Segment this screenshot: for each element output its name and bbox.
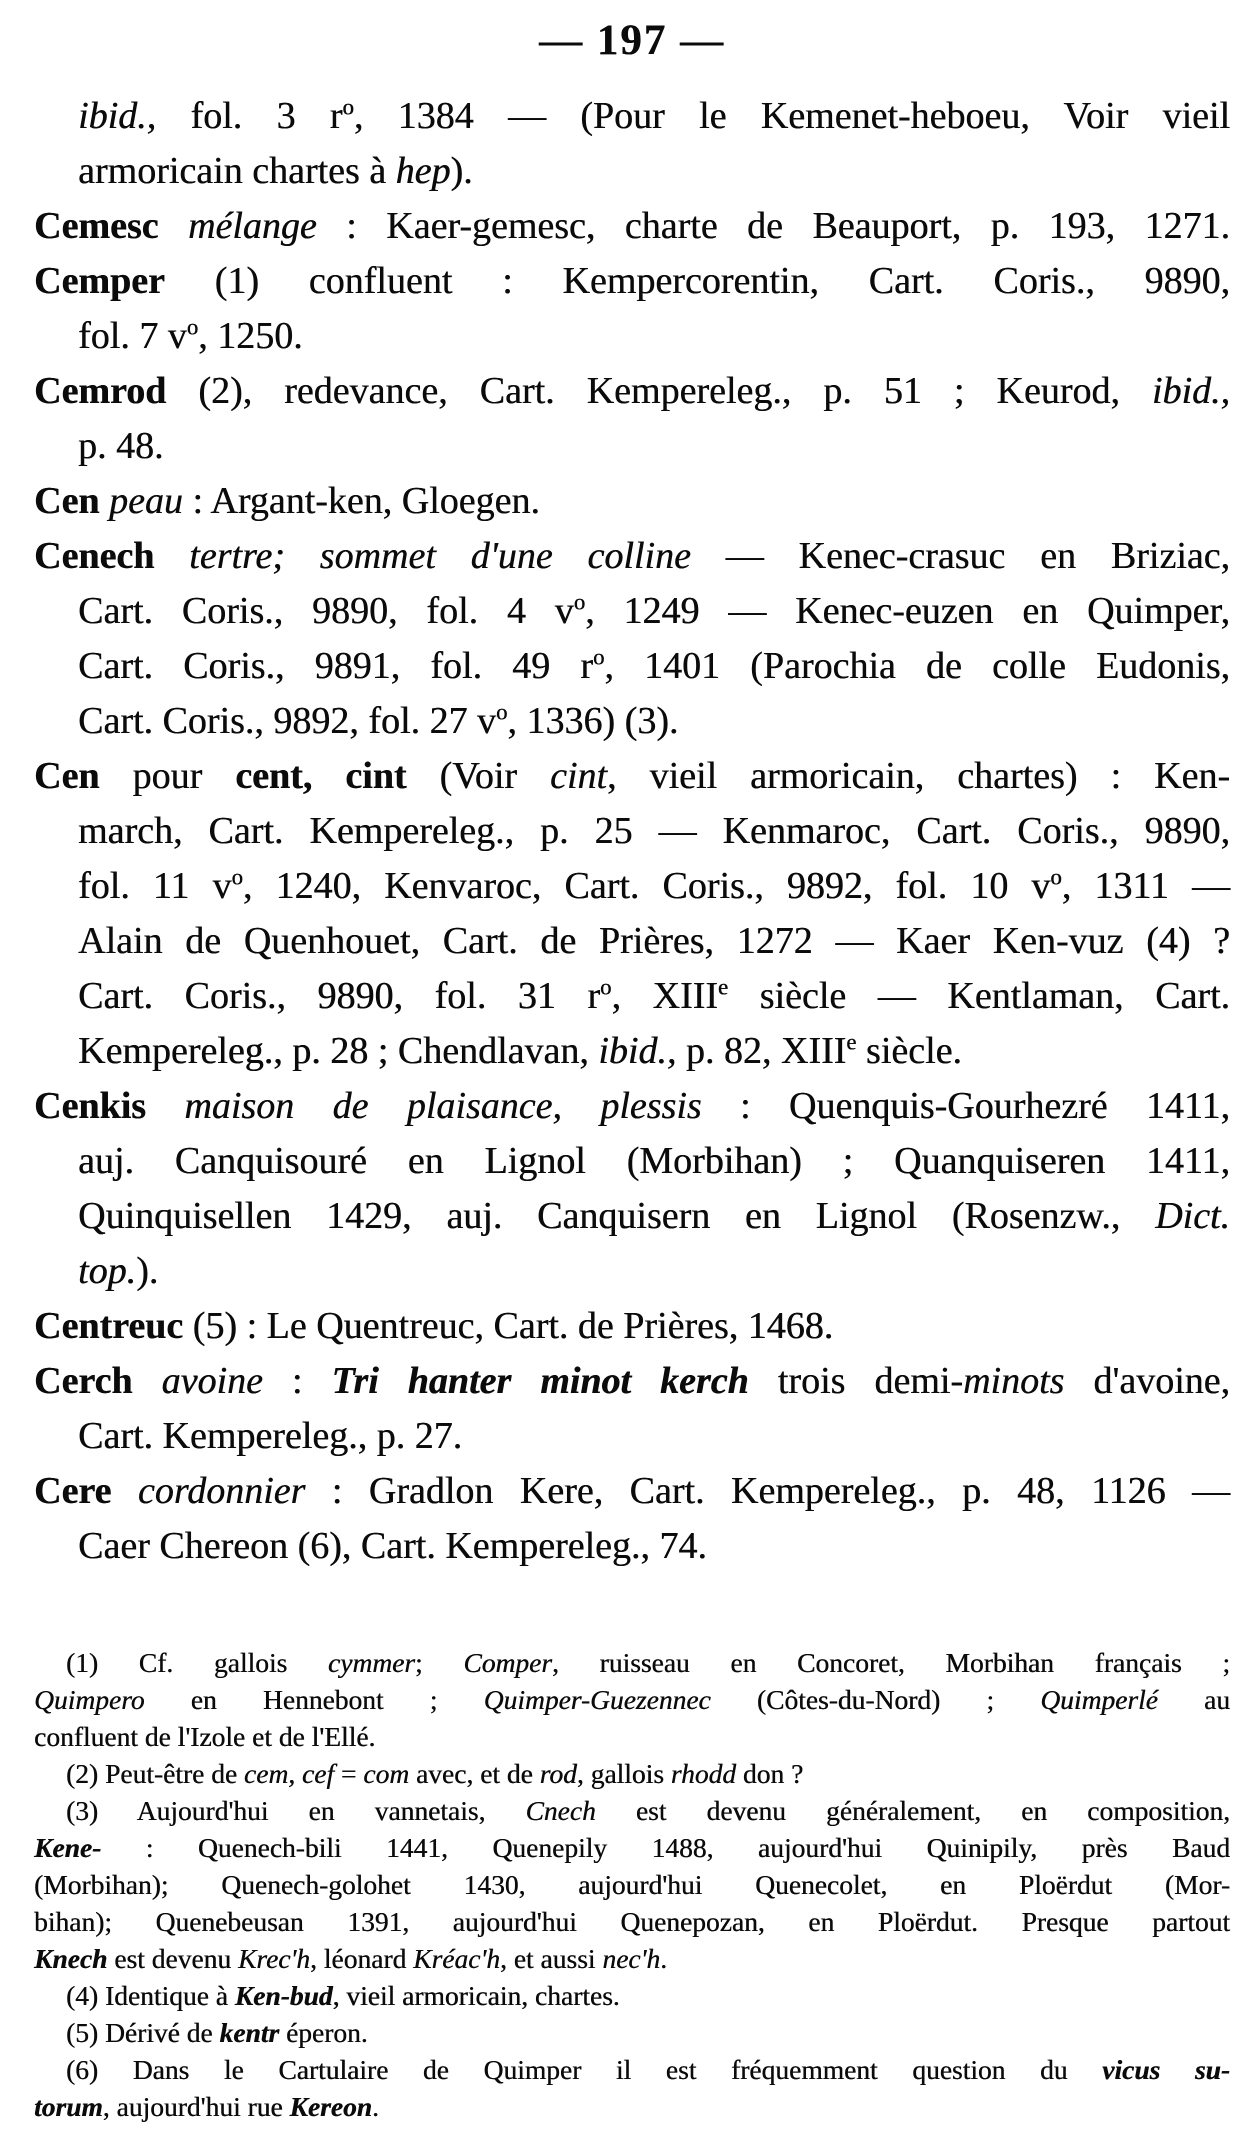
text-segment: rhodd (670, 1758, 736, 1789)
superscript-text: o (592, 644, 605, 670)
text-segment: ). (450, 150, 473, 192)
text-segment: torum (34, 2091, 103, 2122)
text-segment: Cemper (34, 260, 165, 302)
text-segment: (2), redevance, Cart. Kempereleg., p. 51 ; Keurod, (166, 370, 1152, 412)
entry-text-line (34, 749, 1230, 804)
text-segment: : Kaer-gemesc, charte de Beauport, p. 193, 1271. (316, 205, 1230, 247)
text-segment: , vieil armoricain, chartes) : Ken- (606, 755, 1231, 797)
text-segment: : Quenech-bili 1441, Quenepily 1488, aujourd'hui Quinipily, près Baud (101, 1832, 1230, 1863)
superscript-text: o (495, 699, 508, 725)
text-segment: : Argant-ken, Gloegen. (182, 480, 540, 522)
text-segment: (3) Aujourd'hui en vannetais, (66, 1795, 526, 1826)
text-segment: est devenu généralement, en composition, (595, 1795, 1231, 1826)
footnote-text-line (34, 1792, 1230, 1829)
text-segment: en Hennebont ; (144, 1684, 484, 1715)
entry-text-line (34, 1134, 1230, 1189)
text-segment: minots (962, 1360, 1065, 1402)
text-segment: Quimpero (34, 1684, 145, 1715)
superscript-text: o (600, 974, 612, 1000)
entry-text-line (34, 199, 1230, 254)
text-segment: (5) Dérivé de (66, 2017, 220, 2048)
text-segment: mélange (187, 205, 317, 247)
text-segment: éperon. (279, 2017, 368, 2048)
entry-text-line (34, 419, 1230, 474)
entry-text-line (34, 1409, 1230, 1464)
footnote-text-line (34, 1977, 1230, 2014)
text-segment: — Kenec-crasuc en Briziac, (690, 535, 1230, 577)
text-segment: (6) Dans le Cartulaire de Quimper il est fréquemment question du (66, 2054, 1103, 2085)
entry-text-line (34, 584, 1230, 639)
text-segment: Ken-bud (234, 1980, 333, 2011)
text-segment (146, 1085, 184, 1127)
entry-text-line (34, 859, 1230, 914)
text-segment: au (1157, 1684, 1230, 1715)
text-segment: Cart. Coris., 9890, fol. 4 v (78, 590, 574, 632)
text-segment: Dict. (1155, 1195, 1230, 1237)
entry-text-line (34, 1244, 1230, 1299)
text-segment: Comper (463, 1647, 552, 1678)
footnotes-block (34, 1644, 1230, 2125)
text-segment: ibid., (1151, 370, 1230, 412)
text-segment: Quinquisellen 1429, auj. Canquisern en Lignol (Rosenzw., (78, 1195, 1156, 1237)
text-segment: Cerch (34, 1360, 133, 1402)
text-segment: cem, cef (243, 1758, 334, 1789)
superscript-text: e (846, 1029, 857, 1055)
entry-text-line (34, 914, 1230, 969)
text-segment (99, 480, 109, 522)
text-segment: cordonnier (137, 1470, 306, 1512)
text-segment: siècle. (856, 1030, 962, 1072)
footnote-text-line (34, 2088, 1230, 2125)
entry-text-line (34, 529, 1230, 584)
text-segment: , 1336) (3). (507, 700, 679, 742)
text-segment: (Côtes-du-Nord) ; (710, 1684, 1041, 1715)
text-segment: Cart. Coris., 9890, fol. 31 r (78, 975, 601, 1017)
text-segment: , 1384 — (Pour le Kemenet-heboeu, Voir vieil (353, 95, 1230, 137)
footnote-text-line (34, 1755, 1230, 1792)
text-segment: vicus su- (1102, 2054, 1230, 2085)
entry-text-line (34, 804, 1230, 859)
footnote-text-line (34, 1644, 1230, 1681)
text-segment: , léonard (310, 1943, 414, 1974)
text-segment: armoricain chartes à (78, 150, 396, 192)
text-segment: Knech (34, 1943, 108, 1974)
entry-text-line (34, 474, 1230, 529)
text-segment: hep (395, 150, 451, 192)
text-segment: don ? (736, 1758, 804, 1789)
text-segment: auj. Canquisouré en Lignol (Morbihan) ; Quanquiseren 1411, (78, 1140, 1230, 1182)
text-segment (312, 755, 345, 797)
text-segment: : (262, 1360, 332, 1402)
text-segment (133, 1360, 162, 1402)
text-segment: ibid., (78, 95, 157, 137)
text-segment: Cart. Coris., 9892, fol. 27 v (78, 700, 496, 742)
text-segment: avoine (161, 1360, 263, 1402)
footnote-text-line (34, 2051, 1230, 2088)
text-segment: kentr (219, 2017, 280, 2048)
text-segment: Cnech (525, 1795, 596, 1826)
footnote-text-line (34, 1903, 1230, 1940)
text-segment: cent, (235, 755, 313, 797)
text-segment: (1) Cf. gallois (66, 1647, 328, 1678)
entry-text-line (34, 694, 1230, 749)
text-segment: com (363, 1758, 410, 1789)
text-segment: Krec'h (237, 1943, 311, 1974)
text-segment: (1) confluent : Kempercorentin, Cart. Coris., 9890, (164, 260, 1230, 302)
entry-text-line (34, 1079, 1230, 1134)
text-segment: (Morbihan); Quenech-golohet 1430, aujourd'hui Quenecolet, en Ploërdut (Mor- (34, 1869, 1230, 1900)
text-segment: pour (99, 755, 236, 797)
text-segment: . (372, 2091, 379, 2122)
text-segment: bihan); Quenebeusan 1391, aujourd'hui Quenepozan, en Ploërdut. Presque partout (34, 1906, 1230, 1937)
text-segment: maison de plaisance, plessis (184, 1085, 702, 1127)
text-segment: siècle — Kentlaman, Cart. (728, 975, 1230, 1017)
text-segment: (2) Peut-être de (66, 1758, 244, 1789)
text-segment: (4) Identique à (66, 1980, 235, 2011)
text-segment (154, 535, 189, 577)
footnote-text-line (34, 1829, 1230, 1866)
text-segment: nec'h (602, 1943, 661, 1974)
footnote-text-line (34, 2014, 1230, 2051)
footnote-text-line (34, 1718, 1230, 1755)
text-segment: d'avoine, (1064, 1360, 1231, 1402)
text-segment: , XIII (611, 975, 718, 1017)
text-segment: , 1311 — (1061, 865, 1230, 907)
text-segment: fol. 7 v (78, 315, 187, 357)
text-segment: Quimperlé (1040, 1684, 1158, 1715)
text-segment: cint (345, 755, 407, 797)
text-segment: Cen (34, 755, 100, 797)
text-segment: Cemesc (34, 205, 159, 247)
entry-text-line (34, 254, 1230, 309)
entry-text-line (34, 364, 1230, 419)
text-segment: cint (549, 755, 607, 797)
text-segment: tertre; sommet d'une colline (189, 535, 691, 577)
text-segment: top. (78, 1250, 137, 1292)
text-segment: Cenkis (34, 1085, 146, 1127)
footnote-text-line (34, 1940, 1230, 1977)
text-segment: Caer Chereon (6), Cart. Kempereleg., 74. (78, 1525, 707, 1567)
text-segment: , 1401 (Parochia de colle Eudonis, (604, 645, 1231, 687)
text-segment: , 1240, Kenvaroc, Cart. Coris., 9892, fol. 10 v (242, 865, 1051, 907)
text-segment: rod (539, 1758, 577, 1789)
text-segment: trois demi- (748, 1360, 963, 1402)
text-segment: avec, et de (409, 1758, 540, 1789)
text-segment: (5) : Le Quentreuc, Cart. de Prières, 1468. (183, 1305, 834, 1347)
text-segment: Cenech (34, 535, 155, 577)
superscript-text: o (186, 314, 199, 340)
superscript-text: o (573, 589, 586, 615)
text-segment: : Quenquis-Gourhezré 1411, (701, 1085, 1230, 1127)
text-segment: Cart. Kempereleg., p. 27. (78, 1415, 463, 1457)
text-segment: Quimper-Guezennec (483, 1684, 711, 1715)
text-segment: peau (108, 480, 183, 522)
text-segment: , gallois (576, 1758, 671, 1789)
entry-text-line (34, 1189, 1230, 1244)
text-segment: cymmer (327, 1647, 415, 1678)
entry-text-line (34, 144, 1230, 199)
text-segment (158, 205, 187, 247)
text-segment (111, 1470, 137, 1512)
text-segment: Kene- (34, 1832, 102, 1863)
entry-text-line (34, 1464, 1230, 1519)
text-segment: , et aussi (499, 1943, 603, 1974)
footnote-text-line (34, 1866, 1230, 1903)
text-segment: Alain de Quenhouet, Cart. de Prières, 1272 — Kaer Ken-vuz (4) ? (78, 920, 1230, 962)
text-segment: Kempereleg., p. 28 ; Chendlavan, (78, 1030, 599, 1072)
entry-text-line (34, 309, 1230, 364)
footnote-text-line (34, 1681, 1230, 1718)
text-segment: , vieil armoricain, chartes. (332, 1980, 620, 2011)
text-segment: fol. 11 v (78, 865, 232, 907)
text-segment: . (660, 1943, 667, 1974)
text-segment: , aujourd'hui rue (102, 2091, 290, 2122)
entry-text-line (34, 1024, 1230, 1079)
text-segment: Cart. Coris., 9891, fol. 49 r (78, 645, 593, 687)
text-segment: Kereon (289, 2091, 372, 2122)
entry-text-line (34, 639, 1230, 694)
text-segment: est devenu (107, 1943, 238, 1974)
dictionary-entries-text (34, 89, 1230, 1574)
entry-text-line (34, 1354, 1230, 1409)
text-segment: p. 82, XIII (676, 1030, 847, 1072)
text-segment: ibid., (598, 1030, 677, 1072)
text-segment: confluent de l'Izole et de l'Ellé. (34, 1721, 376, 1752)
superscript-text: o (1050, 864, 1062, 890)
text-segment: Cemrod (34, 370, 167, 412)
text-segment: march, Cart. Kempereleg., p. 25 — Kenmaroc, Cart. Coris., 9890, (78, 810, 1230, 852)
superscript-text: o (231, 864, 243, 890)
text-segment: ; (414, 1647, 464, 1678)
superscript-text: o (342, 94, 354, 120)
text-segment: Cere (34, 1470, 112, 1512)
superscript-text: e (717, 974, 729, 1000)
text-segment: , ruisseau en Concoret, Morbihan français ; (551, 1647, 1230, 1678)
entry-text-line (34, 969, 1230, 1024)
text-segment: fol. 3 r (156, 95, 343, 137)
entry-text-line (34, 89, 1230, 144)
page-number: — 197 — (539, 17, 725, 64)
text-segment: , 1249 — Kenec-euzen en Quimper, (585, 590, 1231, 632)
text-segment: ). (136, 1250, 159, 1292)
text-segment: p. 48. (78, 425, 164, 467)
entry-text-line (34, 1519, 1230, 1574)
text-segment: (Voir (406, 755, 550, 797)
text-segment: Centreuc (34, 1305, 184, 1347)
text-segment: = (333, 1758, 364, 1789)
text-segment: Cen (34, 480, 100, 522)
text-segment: , 1250. (198, 315, 303, 357)
text-segment: Tri hanter minot kerch (331, 1360, 749, 1402)
text-segment: Kréac'h (413, 1943, 500, 1974)
entry-text-line (34, 1299, 1230, 1354)
text-segment: : Gradlon Kere, Cart. Kempereleg., p. 48, 1126 — (305, 1470, 1231, 1512)
